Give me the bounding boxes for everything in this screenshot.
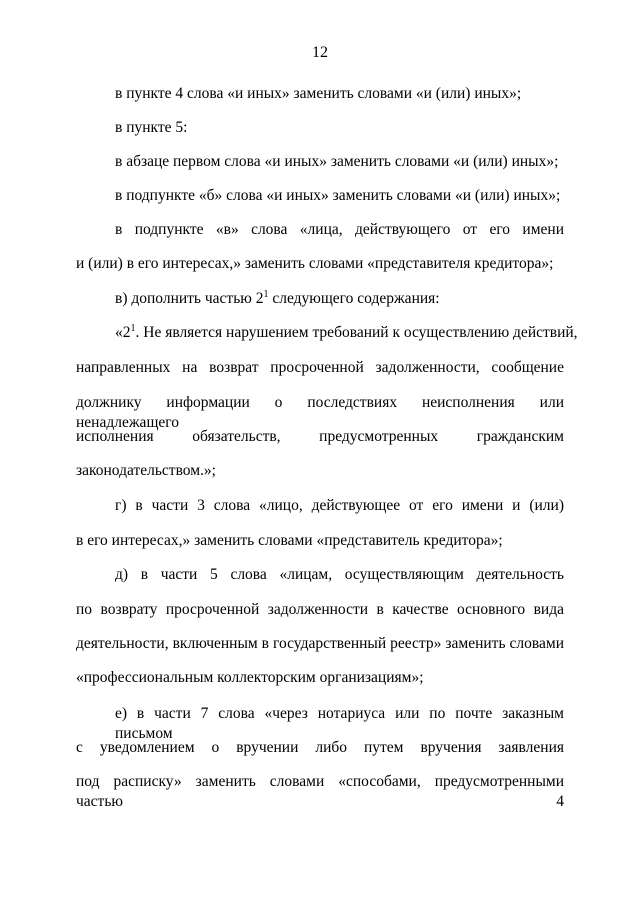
text-line: и (или) в его интересах,» заменить словами «представителя кредитора»; (76, 255, 554, 272)
text-line: в пункте 4 слова «и иных» заменить словами «и (или) иных»; (115, 85, 522, 102)
text-line: в абзаце первом слова «и иных» заменить словами «и (или) иных»; (115, 153, 559, 170)
text-line: в пункте 5: (115, 119, 188, 136)
text-line: исполнения обязательств, предусмотренных гражданским (76, 428, 564, 445)
page-number: 12 (312, 44, 328, 61)
text-line: в подпункте «б» слова «и иных» заменить словами «и (или) иных»; (115, 187, 561, 204)
text-fragment: . Не является нарушением требований к осуществлению действий, (135, 324, 578, 341)
text-line: законодательством.»; (76, 462, 216, 479)
superscript: 1 (263, 289, 269, 300)
text-line: направленных на возврат просроченной задолженности, сообщение (76, 359, 564, 376)
text-line: должнику информации о последствиях неисполнения или ненадлежащего (76, 394, 564, 431)
text-fragment: следующего содержания: (268, 290, 440, 307)
text-line: по возврату просроченной задолженности в качестве основного вида (76, 601, 564, 618)
text-line: в его интересах,» заменить словами «представитель кредитора»; (76, 532, 503, 549)
text-line: в подпункте «в» слова «лица, действующего от его имени (115, 221, 564, 238)
text-fragment: «2 (115, 324, 131, 341)
text-line: с уведомлением о вручении либо путем вручения заявления (76, 739, 564, 756)
text-line: «профессиональным коллекторским организациям»; (76, 669, 424, 686)
text-line: г) в части 3 слова «лицо, действующее от его имени и (или) (115, 497, 564, 514)
text-fragment: в) дополнить частью 2 (115, 290, 264, 307)
text-line: е) в части 7 слова «через нотариуса или по почте заказным письмом (115, 705, 564, 742)
text-line: деятельности, включенным в государственный реестр» заменить словами (76, 635, 564, 652)
text-line: д) в части 5 слова «лицам, осуществляющим деятельность (115, 566, 564, 583)
superscript: 1 (130, 323, 136, 334)
text-line (115, 289, 564, 309)
text-line: под расписку» заменить словами «способами, предусмотренными частью 4 (76, 773, 564, 810)
text-line (115, 323, 578, 343)
